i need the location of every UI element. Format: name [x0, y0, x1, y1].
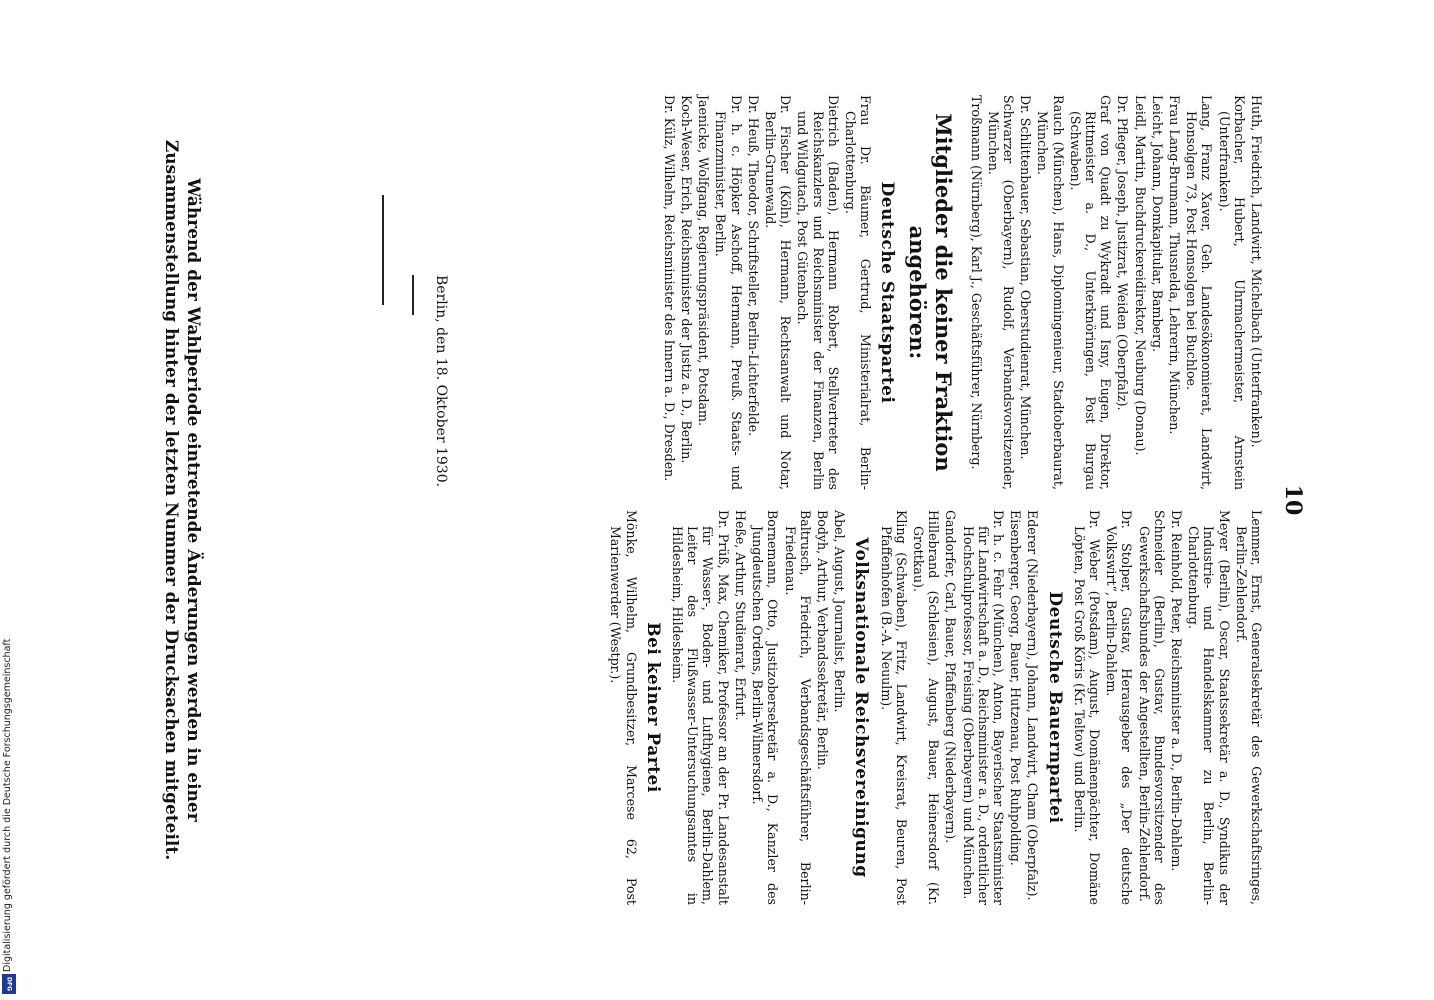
dateline: Berlin, den 18. Oktober 1930. — [433, 275, 449, 488]
member-entry: Troßmann (Nürnberg), Karl J., Geschäftsführer, Nürnberg. — [968, 95, 984, 470]
member-entry: Bornemann, Otto, Justizobersekretär a. D., Kanzler des Jungdeutschen Ordens, Berlin-Wilmersdorf. — [750, 510, 781, 905]
member-entry: Eisenberger, Georg, Bauer, Hutzenau, Post Ruhpolding. — [1008, 510, 1024, 866]
member-entry: Dr. Weber (Potsdam), August, Domänenpächter, Domäne Löpten, Post Groß Köris (Kr. Teltow) und Berlin. — [1071, 510, 1102, 905]
member-entry: Meyer (Berlin), Oscar, Staatssekretär a. D., Syndikus der Industrie- und Handelskammer zu Berlin, Berlin-Charlottenburg. — [1186, 510, 1232, 905]
member-entry: Schneider (Berlin), Gustav, Bundesvorsitzender des Gewerkschaftsbundes der Angestellten, Berlin-Zehlendorf. — [1136, 510, 1167, 905]
member-entry: Leidl, Martin, Buchdruckereidirektor, Neuburg (Donau). — [1132, 95, 1148, 456]
member-entry: Kling (Schwaben), Fritz, Landwirt, Kreisrat, Beuren, Post Pfaffenhofen (B.-A. Neuulm). — [878, 510, 909, 905]
member-entry: Dr. Schlittenbauer, Sebastian, Oberstudienrat, München. — [1018, 95, 1034, 460]
digitization-credit — [2, 596, 18, 996]
member-entry: Mönke, Wilhelm, Grundbesitzer, Marcese 62, Post Marienwerder (Westpr.). — [608, 510, 639, 905]
member-entry: Koch-Weser, Erich, Reichsminister der Justiz a. D., Berlin. — [678, 95, 694, 464]
member-entry: Rauch (München), Hans, Diplomingenieur, Stadtoberbaurat, München. — [1035, 95, 1066, 490]
member-entry: Dr. Stolper, Gustav, Herausgeber des „Der deutsche Volkswirt“, Berlin-Dahlem. — [1104, 510, 1135, 905]
member-entry: Dietrich (Baden), Hermann Robert, Stellvertreter des Reichskanzlers und Reichsminister der Finanzen, Berlin und Wildgutach, Post Gütenbach. — [795, 95, 841, 490]
member-entry: Jaenicke, Wolfgang, Regierungspräsident, Potsdam. — [696, 95, 712, 427]
member-entry: Gandorfer, Carl, Bauer, Pfaffenberg (Niederbayern). — [943, 510, 959, 844]
member-entry: Hillebrand (Schlesien), August, Bauer, Heinersdorf (Kr. Grottkau). — [910, 510, 942, 905]
member-entry: Bodyh, Arthur, Verbandssekretär, Berlin. — [814, 510, 830, 770]
member-entry: Lemmer, Ernst, Generalsekretär des Gewerkschaftsringes, Berlin-Zehlendorf. — [1233, 510, 1264, 905]
section-heading-staatspartei: Deutsche Staatspartei — [877, 181, 898, 404]
page-content — [84, 95, 1306, 905]
member-entry: Schwarzer (Oberbayern), Rudolf, Verbandsvorsitzender, München. — [985, 95, 1016, 490]
member-entry: Dr. Fischer (Köln), Hermann, Rechtsanwalt und Notar, Berlin-Grunewald. — [762, 95, 794, 490]
section-heading-no-fraction: Mitglieder die keiner Fraktion angehören: — [905, 113, 957, 472]
member-entry: Heße, Arthur, Studienrat, Erfurt. — [732, 510, 748, 721]
left-column — [660, 95, 1265, 490]
divider — [412, 275, 414, 315]
member-entry: Baltrusch, Friedrich, Verbandsgeschäftsführer, Berlin-Friedenau. — [782, 510, 813, 905]
credit-text: Digitalisierung gefördert durch die Deutsche Forschungsgemeinschaft — [2, 638, 13, 972]
member-entry: Leicht, Johann, Domkapitular, Bamberg. — [1149, 95, 1165, 353]
section-heading-bauernpartei: Deutsche Bauernpartei — [1044, 591, 1065, 824]
dfg-logo-icon: DFG — [2, 974, 16, 994]
member-entry: Frau Lang-Brumann, Thusnelda, Lehrerin, München. — [1166, 95, 1182, 435]
member-entry: Graf von Quadt zu Wykradt und Isny, Eugen, Direktor, Rittmeister a. D., Unterknöringen, Post Burgau (Schwaben). — [1067, 95, 1114, 490]
member-entry: Lang, Franz Xaver, Geh. Landesökonomierat, Landwirt, Honsolgen 73, Post Honsolgen bei Buchloe. — [1184, 95, 1215, 490]
member-entry: Abel, August, Journalist, Berlin. — [832, 510, 848, 713]
section-heading-volksnational: Volksnationale Reichsvereinigung — [851, 537, 872, 878]
member-entry: Dr. h. c. Fehr (München), Anton, Bayerischer Staatsminister für Landwirtschaft a. D., Reichsminister a. D., ordentlicher Hochschulprofessor, Freising (Oberbayern) und München. — [960, 510, 1006, 905]
right-column — [606, 510, 1264, 905]
member-entry: Huth, Friedrich, Landwirt, Michelbach (Unterfranken). — [1249, 95, 1264, 448]
member-entry: Dr. Pfleger, Joseph, Justizrat, Weiden (Oberpfalz). — [1115, 95, 1131, 411]
section-heading-keiner-partei: Bei keiner Partei — [642, 622, 663, 793]
member-entry: Dr. Prüß, Max, Chemiker, Professor an der Pr. Landesanstalt für Wasser-, Boden- und Lufthygiene, Berlin-Dahlem, Leiter des Flußwasser-Untersuchungsamtes in Hildesheim, Hildesheim. — [670, 510, 731, 905]
closing-note: Während der Wahlperiode eintretende Änderungen werden in einer Zusammenstellung hinter der letzten Nummer der Drucksachen mitgeteilt. — [161, 139, 203, 861]
member-entry: Dr. Reinhold, Peter, Reichsminister a. D., Berlin-Dahlem. — [1168, 510, 1184, 872]
page-number: 10 — [1280, 484, 1306, 516]
member-entry: Korbacher, Hubert, Uhrmachermeister, Arnstein (Unterfranken). — [1216, 95, 1247, 490]
member-entry: Ederer (Niederbayern), Johann, Landwirt, Cham (Oberpfalz). — [1025, 510, 1041, 901]
member-entry: Dr. Heuß, Theodor, Schriftsteller, Berlin-Lichterfelde. — [745, 95, 761, 437]
member-entry: Frau Dr. Bäumer, Gertrud, Ministerialrat, Berlin-Charlottenburg. — [842, 95, 874, 490]
member-entry: Dr. h. c. Höpker Aschoff, Hermann, Preuß. Staats- und Finanzminister, Berlin. — [713, 95, 744, 490]
member-entry: Dr. Külz, Wilhelm, Reichsminister des Innern a. D., Dresden. — [661, 95, 677, 482]
divider — [382, 195, 384, 305]
